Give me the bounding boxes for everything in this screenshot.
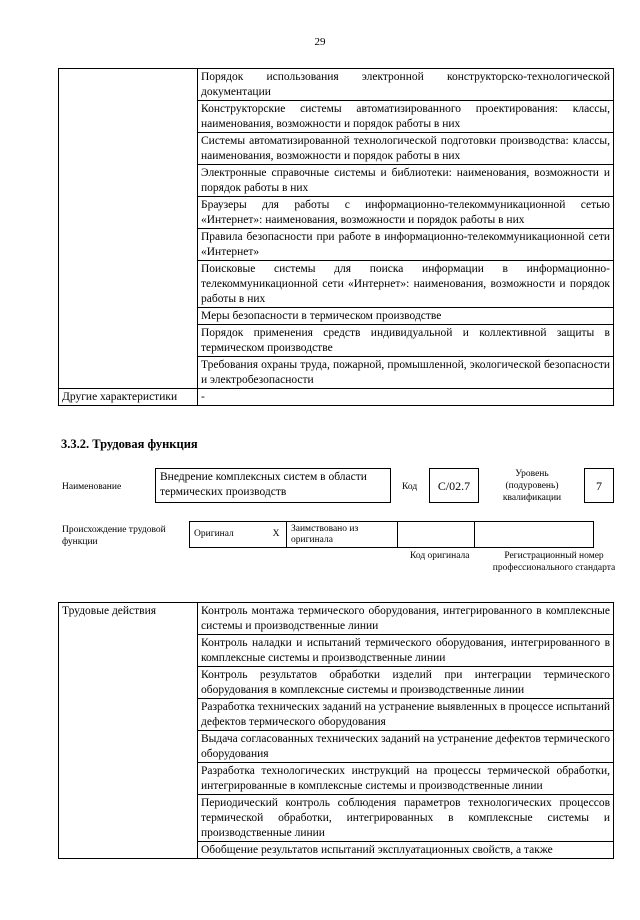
code-original-caption: Код оригинала — [410, 551, 470, 561]
code-label: Код — [402, 482, 418, 492]
labor-action-item: Разработка технологических инструкций на процессы термической обработки, интегрированные в комплексные системы и производственные линии — [198, 763, 614, 795]
function-code-value: C/02.7 — [429, 468, 479, 503]
labor-action-item: Контроль результатов обработки изделий при интеграции термического оборудования в комплексные системы и производственные линии — [198, 667, 614, 699]
table-cell-text: Браузеры для работы с информационно-телекоммуникационной сетью «Интернет»: наименования, возможности и порядок работы в них — [198, 197, 614, 229]
table-cell-text: Требования охраны труда, пожарной, промышленной, экологической безопасности и электробезопасности — [198, 357, 614, 389]
original-label: Оригинал — [190, 522, 267, 548]
labor-action-item: Разработка технических заданий на устранение выявленных в процессе испытаний дефектов термического оборудования — [198, 699, 614, 731]
name-label: Наименование — [62, 482, 122, 492]
table-row — [59, 603, 614, 635]
table-cell-text: Электронные справочные системы и библиотеки: наименования, возможности и порядок работы в них — [198, 165, 614, 197]
table-row — [59, 389, 614, 406]
labor-action-item: Периодический контроль соблюдения параметров технологических процессов термической обработки, интегрированных в комплексные системы и производственные линии — [198, 795, 614, 842]
other-characteristics-value: - — [198, 389, 614, 406]
labor-action-item: Контроль монтажа термического оборудования, интегрированного в комплексные системы и производственные линии — [198, 603, 614, 635]
other-characteristics-label: Другие характеристики — [59, 389, 198, 406]
origin-label: Происхождение трудовой функции — [62, 525, 166, 547]
labor-action-item: Выдача согласованных технических заданий на устранение дефектов термического оборудования — [198, 731, 614, 763]
reg-number-cell — [475, 522, 594, 548]
reg-number-caption: Регистрационный номер профессионального стандарта — [492, 551, 616, 573]
level-value: 7 — [584, 468, 614, 503]
table-cell-text: Поисковые системы для поиска информации в информационно-телекоммуникационной сети «Интернет»: наименования, возможности и порядок работы в них — [198, 261, 614, 308]
labor-actions-label: Трудовые действия — [59, 603, 198, 859]
table-cell-label — [59, 69, 198, 389]
original-code-cell — [398, 522, 475, 548]
labor-actions-table — [58, 602, 614, 859]
function-name-value: Внедрение комплексных систем в области термических производств — [155, 468, 391, 503]
table-row — [190, 522, 594, 548]
origin-table — [189, 521, 594, 548]
table-row — [59, 69, 614, 101]
table-cell-text: Конструкторские системы автоматизированного проектирования: классы, наименования, возможности и порядок работы в них — [198, 101, 614, 133]
table-cell-text: Порядок использования электронной конструкторско-технологической документации — [198, 69, 614, 101]
table-cell-text: Порядок применения средств индивидуальной и коллективной защиты в термическом производстве — [198, 325, 614, 357]
labor-action-item: Контроль наладки и испытаний термического оборудования, интегрированного в комплексные системы и производственные линии — [198, 635, 614, 667]
borrowed-label: Заимствовано из оригинала — [287, 522, 398, 548]
table-cell-text: Меры безопасности в термическом производстве — [198, 308, 614, 325]
page-number: 29 — [314, 36, 326, 48]
table-cell-text: Системы автоматизированной технологической подготовки производства: классы, наименования, возможности и порядок работы в них — [198, 133, 614, 165]
knowledge-table — [58, 68, 614, 406]
level-label: Уровень (подуровень) квалификации — [502, 469, 562, 503]
original-mark: X — [266, 522, 287, 548]
table-cell-text: Правила безопасности при работе в информационно-телекоммуникационной сети «Интернет» — [198, 229, 614, 261]
labor-action-item: Обобщение результатов испытаний эксплуатационных свойств, а также — [198, 842, 614, 859]
section-title: 3.3.2. Трудовая функция — [61, 437, 198, 451]
